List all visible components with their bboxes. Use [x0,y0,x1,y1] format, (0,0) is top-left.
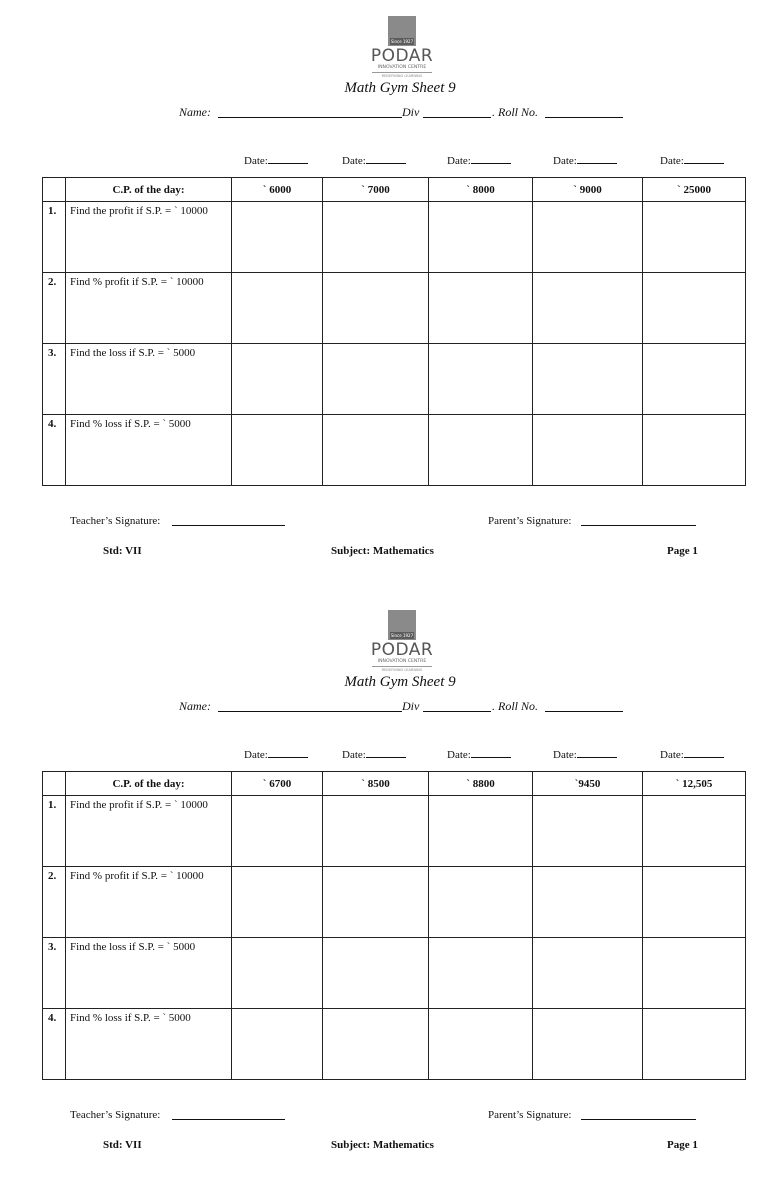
div-label: Div [402,105,420,119]
answer-cell[interactable] [643,796,746,867]
teacher-signature-label: Teacher’s Signature: [70,515,161,527]
student-info-line [0,698,768,716]
answer-cell[interactable] [643,938,746,1009]
logo-wordmark: PODAR [370,640,434,660]
answer-cell[interactable] [429,1009,533,1080]
cp-value: ` 6700 [232,772,323,796]
date-field[interactable] [342,152,406,168]
logo-since: Since 1927 [390,633,414,638]
name-field[interactable] [218,698,402,716]
date-label: Date: [244,155,268,167]
roll-label: . Roll No. [492,699,539,713]
answer-cell[interactable] [429,415,533,486]
cp-value: `9450 [533,772,643,796]
answer-cell[interactable] [323,415,429,486]
date-label: Date: [342,749,366,761]
cp-value: ` 12,505 [643,772,746,796]
question-number: 4. [43,415,66,486]
page-label: Page 1 [667,1139,698,1151]
question-number: 1. [43,202,66,273]
subject-label: Subject: Mathematics [331,1139,434,1151]
question-number: 4. [43,1009,66,1080]
date-label: Date: [553,749,577,761]
date-field[interactable] [447,152,511,168]
answer-cell[interactable] [429,938,533,1009]
answer-cell[interactable] [232,796,323,867]
name-label: Name: [179,699,211,713]
answer-cell[interactable] [232,1009,323,1080]
answer-cell[interactable] [533,867,643,938]
answer-cell[interactable] [429,273,533,344]
logo-tagline: REDEFINING LEARNING [381,74,423,78]
logo-tagline: REDEFINING LEARNING [381,668,423,672]
cp-value: ` 8500 [323,772,429,796]
date-field[interactable] [553,746,617,762]
answer-cell[interactable] [323,344,429,415]
worksheet [0,594,768,1188]
div-field[interactable] [423,104,491,122]
header-number-cell [43,178,66,202]
answer-cell[interactable] [429,202,533,273]
date-label: Date: [447,749,471,761]
table-row [43,415,746,486]
sheet-footer [0,544,768,560]
logo-subtitle: INNOVATION CENTRE [377,65,427,70]
tree-icon [388,610,416,640]
sheet-title: Math Gym Sheet 9 [344,80,456,96]
question-number: 2. [43,867,66,938]
name-field[interactable] [218,104,402,122]
answer-cell[interactable] [429,796,533,867]
table-row [43,202,746,273]
date-field[interactable] [244,746,308,762]
date-row [0,746,768,762]
table-header-row [43,178,746,202]
cp-value: ` 8800 [429,772,533,796]
cp-table [42,771,746,1080]
date-label: Date: [447,155,471,167]
parent-signature-label: Parent’s Signature: [488,1109,572,1121]
question-text: Find the loss if S.P. = ` 5000 [66,344,232,415]
logo-since: Since 1927 [390,39,414,44]
sheet-title: Math Gym Sheet 9 [344,674,456,690]
question-text: Find the profit if S.P. = ` 10000 [66,796,232,867]
logo-divider [372,666,432,667]
answer-cell[interactable] [533,415,643,486]
question-number: 2. [43,273,66,344]
cp-header: C.P. of the day: [66,772,232,796]
div-label: Div [402,699,420,713]
answer-cell[interactable] [323,273,429,344]
answer-cell[interactable] [323,796,429,867]
answer-cell[interactable] [533,202,643,273]
date-label: Date: [660,155,684,167]
answer-cell[interactable] [323,1009,429,1080]
table-row [43,344,746,415]
date-field[interactable] [244,152,308,168]
name-label: Name: [179,105,211,119]
cp-value: ` 6000 [232,178,323,202]
logo-divider [372,72,432,73]
subject-label: Subject: Mathematics [331,545,434,557]
question-text: Find % loss if S.P. = ` 5000 [66,415,232,486]
table-row [43,1009,746,1080]
sheet-footer [0,1138,768,1154]
answer-cell[interactable] [232,273,323,344]
question-text: Find % loss if S.P. = ` 5000 [66,1009,232,1080]
answer-cell[interactable] [323,867,429,938]
answer-cell[interactable] [232,415,323,486]
std-label: Std: VII [103,1139,142,1151]
answer-cell[interactable] [643,273,746,344]
answer-cell[interactable] [232,202,323,273]
student-info-line [0,104,768,122]
answer-cell[interactable] [643,867,746,938]
question-number: 3. [43,938,66,1009]
date-field[interactable] [660,746,724,762]
roll-field[interactable] [545,104,623,122]
answer-cell[interactable] [533,344,643,415]
cp-header: C.P. of the day: [66,178,232,202]
signature-row [0,1108,768,1126]
answer-cell[interactable] [232,867,323,938]
date-label: Date: [244,749,268,761]
answer-cell[interactable] [643,415,746,486]
logo-wordmark: PODAR [370,46,434,66]
question-number: 1. [43,796,66,867]
logo-subtitle: INNOVATION CENTRE [377,659,427,664]
cp-value: ` 25000 [643,178,746,202]
question-number: 3. [43,344,66,415]
answer-cell[interactable] [643,1009,746,1080]
answer-cell[interactable] [323,938,429,1009]
answer-cell[interactable] [232,938,323,1009]
cp-value: ` 8000 [429,178,533,202]
answer-cell[interactable] [533,1009,643,1080]
table-row [43,867,746,938]
cp-value: ` 9000 [533,178,643,202]
teacher-signature-label: Teacher’s Signature: [70,1109,161,1121]
date-row [0,152,768,168]
answer-cell[interactable] [429,344,533,415]
cp-table [42,177,746,486]
tree-icon [388,16,416,46]
header-number-cell [43,772,66,796]
div-field[interactable] [423,698,491,716]
roll-label: . Roll No. [492,105,539,119]
roll-field[interactable] [545,698,623,716]
parent-signature-label: Parent’s Signature: [488,515,572,527]
table-row [43,273,746,344]
date-field[interactable] [447,746,511,762]
signature-row [0,514,768,532]
answer-cell[interactable] [643,202,746,273]
podar-logo [362,610,442,674]
answer-cell[interactable] [533,796,643,867]
date-field[interactable] [342,746,406,762]
question-text: Find the loss if S.P. = ` 5000 [66,938,232,1009]
date-field[interactable] [553,152,617,168]
table-row [43,796,746,867]
date-label: Date: [660,749,684,761]
date-label: Date: [342,155,366,167]
question-text: Find % profit if S.P. = ` 10000 [66,867,232,938]
table-header-row [43,772,746,796]
date-field[interactable] [660,152,724,168]
page-label: Page 1 [667,545,698,557]
question-text: Find the profit if S.P. = ` 10000 [66,202,232,273]
table-row [43,938,746,1009]
question-text: Find % profit if S.P. = ` 10000 [66,273,232,344]
answer-cell[interactable] [533,938,643,1009]
answer-cell[interactable] [232,344,323,415]
podar-logo [362,16,442,80]
date-label: Date: [553,155,577,167]
answer-cell[interactable] [323,202,429,273]
answer-cell[interactable] [429,867,533,938]
answer-cell[interactable] [533,273,643,344]
cp-value: ` 7000 [323,178,429,202]
std-label: Std: VII [103,545,142,557]
answer-cell[interactable] [643,344,746,415]
